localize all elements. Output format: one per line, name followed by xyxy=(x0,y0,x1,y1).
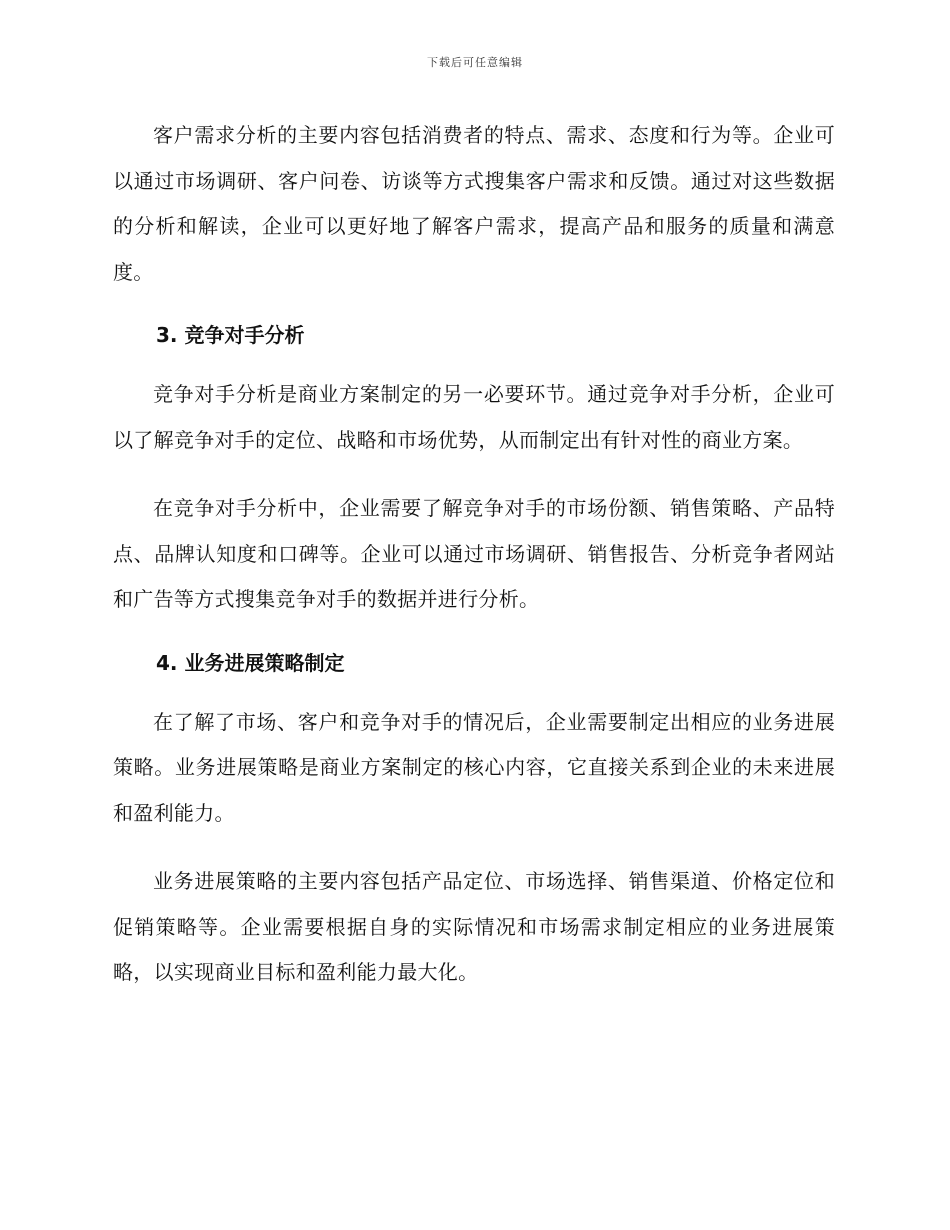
paragraph-strategy-details: 业务进展策略的主要内容包括产品定位、市场选择、销售渠道、价格定位和促销策略等。企业需要根据自身的实际情况和市场需求制定相应的业务进展策略，以实现商业目标和盈利能力最大化。 xyxy=(113,869,835,984)
paragraph-customer-needs: 客户需求分析的主要内容包括消费者的特点、需求、态度和行为等。企业可以通过市场调研、客户问卷、访谈等方式搜集客户需求和反馈。通过对这些数据的分析和解读，企业可以更好地了解客户需求，提高产品和服务的质量和满意度。 xyxy=(113,123,835,284)
paragraph-competitor-intro: 竞争对手分析是商业方案制定的另一必要环节。通过竞争对手分析，企业可以了解竞争对手的定位、战略和市场优势，从而制定出有针对性的商业方案。 xyxy=(113,382,835,452)
page-header-note: 下载后可任意编辑 xyxy=(427,56,523,69)
section-heading-business-strategy: 4. 业务进展策略制定 xyxy=(156,650,345,675)
document-body xyxy=(113,113,835,1019)
section-heading-competitor-analysis: 3. 竞争对手分析 xyxy=(156,323,305,347)
paragraph-strategy-intro: 在了解了市场、客户和竞争对手的情况后，企业需要制定出相应的业务进展策略。业务进展策略是商业方案制定的核心内容，它直接关系到企业的未来进展和盈利能力。 xyxy=(113,709,835,825)
paragraph-competitor-details: 在竞争对手分析中，企业需要了解竞争对手的市场份额、销售策略、产品特点、品牌认知度和口碑等。企业可以通过市场调研、销售报告、分析竞争者网站和广告等方式搜集竞争对手的数据并进行分析。 xyxy=(113,496,835,611)
